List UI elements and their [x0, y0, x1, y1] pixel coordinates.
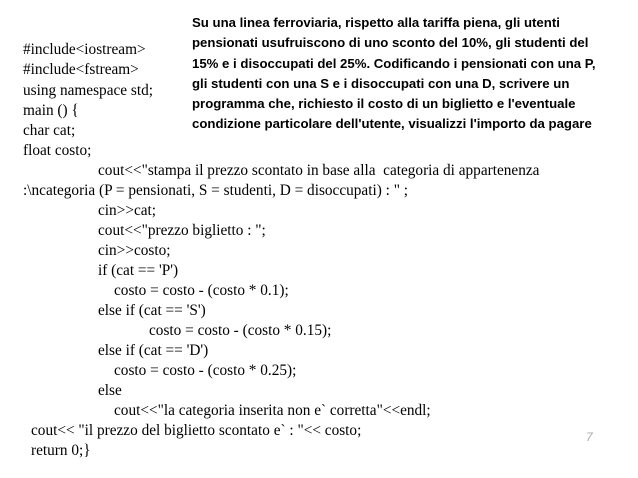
code-line: cin>>cat; [98, 202, 157, 219]
code-line: #include<fstream> [23, 61, 139, 78]
code-line: costo = costo - (costo * 0.1); [114, 282, 289, 299]
description-line: Su una linea ferroviaria, rispetto alla tariffa piena, gli utenti [192, 15, 560, 30]
description-line: pensionati usufruiscono di uno sconto del 10%, gli studenti del [192, 35, 589, 51]
code-line: else [98, 382, 122, 399]
code-line: using namespace std; [23, 82, 153, 99]
code-line: return 0;} [31, 442, 91, 459]
code-line: else if (cat == 'S') [98, 302, 206, 319]
description-line: gli studenti con una S e i disoccupati con una D, scrivere un [192, 75, 570, 91]
code-line: cout<<"stampa il prezzo scontato in base alla categoria di appartenenza [98, 162, 540, 179]
description-line: 15% e i disoccupati del 25%. Codificando i pensionati con una P, [192, 55, 596, 71]
code-line: char cat; [23, 122, 76, 139]
code-line: costo = costo - (costo * 0.25); [114, 362, 297, 379]
code-line: costo = costo - (costo * 0.15); [149, 322, 332, 339]
code-line: else if (cat == 'D') [98, 342, 209, 359]
code-line: cin>>costo; [98, 242, 171, 259]
description-line: condizione particolare dell'utente, visualizzi l'importo da pagare [192, 116, 592, 132]
code-line: main () { [23, 102, 79, 119]
code-line: cout<<"prezzo biglietto : "; [98, 222, 266, 239]
description-line: programma che, richiesto il costo di un biglietto e l'eventuale [192, 96, 576, 112]
code-line: cout<<"la categoria inserita non e` corretta"<<endl; [114, 402, 431, 419]
code-line: if (cat == 'P') [98, 262, 179, 279]
code-line: cout<< "il prezzo del biglietto scontato e` : "<< costo; [31, 422, 362, 439]
code-line: :\ncategoria (P = pensionati, S = studenti, D = disoccupati) : " ; [23, 182, 409, 199]
code-line: #include<iostream> [23, 41, 146, 58]
code-line: float costo; [23, 142, 92, 159]
page-number: 7 [586, 430, 593, 444]
